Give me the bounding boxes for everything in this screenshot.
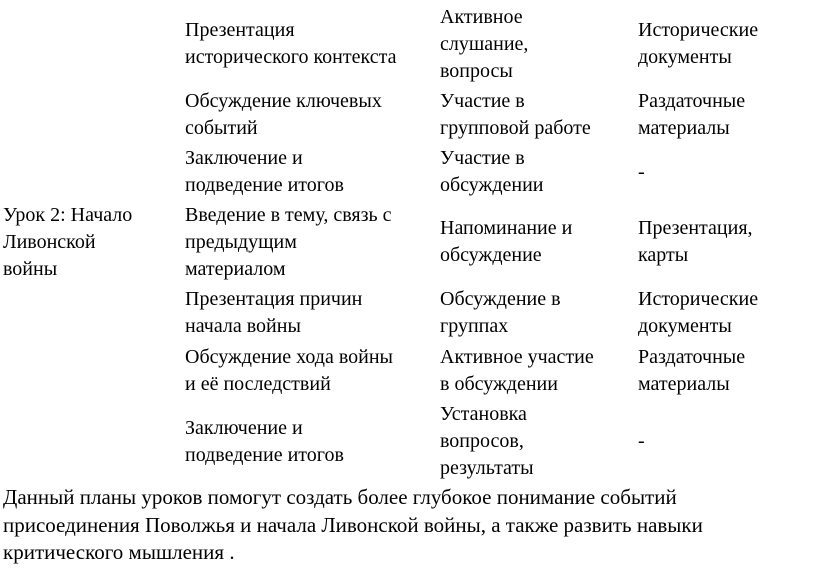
cell-line: Презентация	[185, 19, 295, 41]
table-cell-r3-materials	[638, 215, 753, 269]
cell-line: материалы	[638, 373, 730, 395]
cell-line: Обсуждение в	[440, 288, 561, 310]
table-cell-r5-materials	[638, 344, 745, 398]
cell-line: Напоминание и	[440, 217, 573, 239]
cell-line: Участие в	[440, 147, 525, 169]
cell-line: Установка	[440, 403, 527, 425]
summary-paragraph	[3, 484, 813, 567]
table-cell-r6-materials	[638, 428, 645, 455]
table-cell-r5-activity	[185, 344, 393, 398]
cell-line: в обсуждении	[440, 373, 558, 395]
cell-line: Обсуждение хода войны	[185, 346, 393, 368]
cell-line: Участие в	[440, 90, 525, 112]
cell-line: вопросов,	[440, 430, 524, 452]
table-cell-r0-materials	[638, 17, 758, 71]
cell-line: Презентация причин	[185, 288, 363, 310]
cell-line: начала войны	[185, 315, 301, 337]
cell-line: материалы	[638, 117, 730, 139]
cell-line: Обсуждение ключевых	[185, 90, 382, 112]
cell-line: Активное участие	[440, 346, 594, 368]
cell-line: карты	[638, 244, 689, 266]
table-cell-r4-materials	[638, 286, 758, 340]
table-cell-r1-materials	[638, 88, 745, 142]
cell-line: обсуждении	[440, 174, 544, 196]
table-cell-r6-activity	[185, 415, 344, 469]
cell-line: группах	[440, 315, 509, 337]
cell-line: Исторические	[638, 19, 759, 41]
table-cell-r4-activity	[185, 286, 362, 340]
table-cell-r2-student-work	[440, 145, 544, 199]
cell-line: Презентация,	[638, 217, 753, 239]
cell-line: и её последствий	[185, 373, 331, 395]
cell-line: Заключение и	[185, 147, 303, 169]
cell-line: вопросы	[440, 60, 513, 82]
table-cell-r3-activity	[185, 202, 391, 283]
cell-line: Урок 2: Начало	[3, 204, 133, 226]
cell-line: подведение итогов	[185, 174, 344, 196]
cell-line: Заключение и	[185, 417, 303, 439]
cell-line: слушание,	[440, 33, 529, 55]
table-cell-r3-student-work	[440, 215, 572, 269]
cell-line: групповой работе	[440, 117, 591, 139]
cell-line: обсуждение	[440, 244, 542, 266]
cell-line: результаты	[440, 457, 534, 479]
table-cell-r2-activity	[185, 145, 344, 199]
table-cell-r1-student-work	[440, 88, 591, 142]
cell-line: документы	[638, 46, 732, 68]
cell-line: Исторические	[638, 288, 759, 310]
table-cell-r5-student-work	[440, 344, 594, 398]
summary-line: критического мышления .	[3, 540, 235, 564]
table-cell-r0-student-work	[440, 4, 528, 85]
cell-line: Введение в тему, связь с	[185, 204, 392, 226]
table-cell-r4-student-work	[440, 286, 561, 340]
cell-line: подведение итогов	[185, 444, 344, 466]
table-cell-r2-materials	[638, 159, 645, 186]
cell-line: документы	[638, 315, 732, 337]
summary-line: Данный планы уроков помогут создать более глубокое понимание событий	[3, 485, 677, 509]
table-cell-r1-activity	[185, 88, 382, 142]
cell-line: Раздаточные	[638, 346, 746, 368]
cell-line: материалом	[185, 258, 286, 280]
cell-line: -	[638, 430, 645, 452]
cell-line: войны	[3, 258, 58, 280]
cell-line: исторического контекста	[185, 46, 397, 68]
cell-line: Раздаточные	[638, 90, 746, 112]
summary-line: присоединения Поволжья и начала Ливонской войны, а также развить навыки	[3, 512, 703, 537]
cell-line: -	[638, 161, 645, 183]
cell-line: Активное	[440, 6, 523, 28]
table-cell-lesson-title	[3, 202, 132, 283]
cell-line: предыдущим	[185, 231, 297, 253]
cell-line: Ливонской	[3, 231, 96, 253]
cell-line: событий	[185, 117, 258, 139]
table-cell-r0-activity	[185, 17, 396, 71]
table-cell-r6-student-work	[440, 401, 534, 482]
